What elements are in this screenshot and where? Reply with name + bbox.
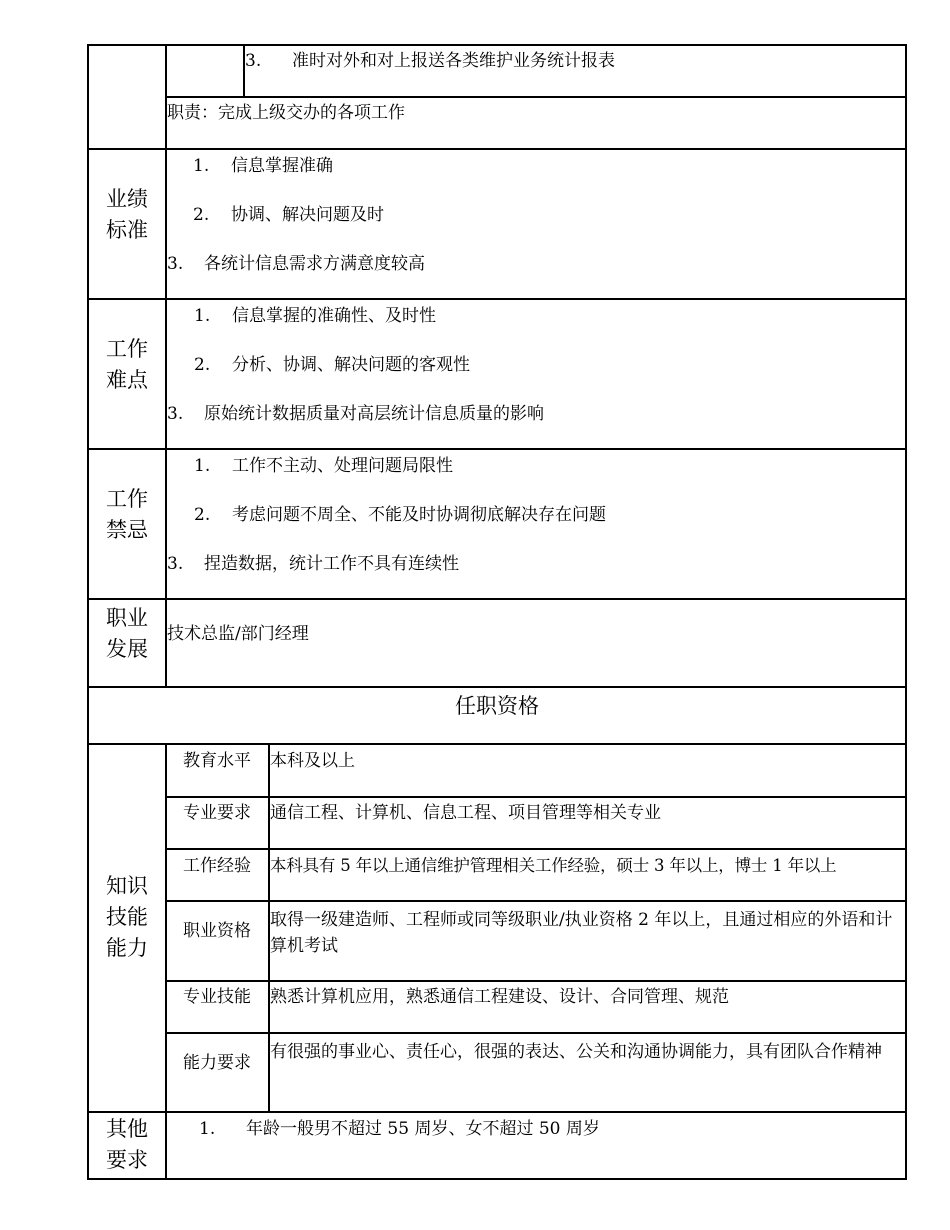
career-text: 技术总监/部门经理 [167,624,309,644]
difficulty-item-number: 3. [167,404,184,424]
performance-item-text: 协调、解决问题及时 [231,205,384,225]
other-label: 其他 要求 [106,1117,148,1172]
divider-section [87,448,907,450]
duty-text: 职责：完成上级交办的各项工作 [167,103,405,123]
divider-knowledge-row [165,900,907,902]
difficulty-item-number: 1. [194,306,211,326]
performance-item-number: 3. [167,254,184,274]
knowledge-row-value: 通信工程、计算机、信息工程、项目管理等相关专业 [270,803,661,823]
border-right [905,44,907,1180]
difficulty-item-text: 信息掌握的准确性、及时性 [232,306,436,326]
difficulty-item-text: 分析、协调、解决问题的客观性 [232,355,470,375]
divider-section [87,743,907,745]
divider-knowledge-row [165,980,907,982]
performance-item-number: 1. [193,156,210,176]
performance-item-number: 2. [193,205,210,225]
other-item-text: 年龄一般男不超过 55 周岁、女不超过 50 周岁 [246,1119,600,1139]
taboo-item-text: 工作不主动、处理问题局限性 [232,456,453,476]
knowledge-row-label: 专业技能 [183,987,251,1007]
career-label: 职业 发展 [106,606,148,661]
divider-knowledge-row [165,848,907,850]
knowledge-row-label: 专业要求 [183,803,251,823]
knowledge-row-value: 熟悉计算机应用，熟悉通信工程建设、设计、合同管理、规范 [270,987,729,1007]
knowledge-row-label: 工作经验 [183,856,251,876]
taboo-item-number: 1. [194,456,211,476]
divider-section [87,598,907,600]
taboo-item-text: 捏造数据，统计工作不具有连续性 [204,554,459,574]
performance-item-text: 信息掌握准确 [231,156,333,176]
divider-knowledge-row [165,1032,907,1034]
difficulty-item-text: 原始统计数据质量对高层统计信息质量的影响 [204,404,544,424]
knowledge-row-label: 教育水平 [183,751,251,771]
knowledge-label: 知识 技能 能力 [106,874,148,960]
top-item-number: 3. [245,51,262,71]
taboo-item-text: 考虑问题不周全、不能及时协调彻底解决存在问题 [232,505,606,525]
taboo-item-number: 3. [167,554,184,574]
performance-item-text: 各统计信息需求方满意度较高 [204,254,425,274]
knowledge-row-label: 能力要求 [183,1053,251,1073]
divider-knowledge-row [165,796,907,798]
taboo-item-number: 2. [194,505,211,525]
knowledge-row-value: 本科具有 5 年以上通信维护管理相关工作经验，硕士 3 年以上，博士 1 年以上 [270,856,837,875]
top-item-text: 准时对外和对上报送各类维护业务统计报表 [292,51,615,71]
divider-section [87,298,907,300]
divider-section [87,1111,907,1113]
knowledge-row-value: 本科及以上 [270,751,355,771]
difficulty-item-number: 2. [194,355,211,375]
divider-section [87,148,907,150]
knowledge-row-value: 取得一级建造师、工程师或同等级职业/执业资格 2 年以上，且通过相应的外语和计算机考试 [270,910,893,956]
performance-label: 业绩 标准 [106,187,148,242]
knowledge-row-value: 有很强的事业心、责任心，很强的表达、公关和沟通协调能力，具有团队合作精神 [270,1042,882,1062]
border-top [87,44,907,46]
border-bottom [87,1178,907,1180]
other-item-number: 1. [199,1119,216,1139]
difficulty-label: 工作 难点 [106,337,148,392]
taboo-label: 工作 禁忌 [106,487,148,542]
divider-top-duty [165,96,907,98]
qualification-title: 任职资格 [455,694,539,718]
divider-section [87,686,907,688]
knowledge-row-label: 职业资格 [183,921,251,941]
